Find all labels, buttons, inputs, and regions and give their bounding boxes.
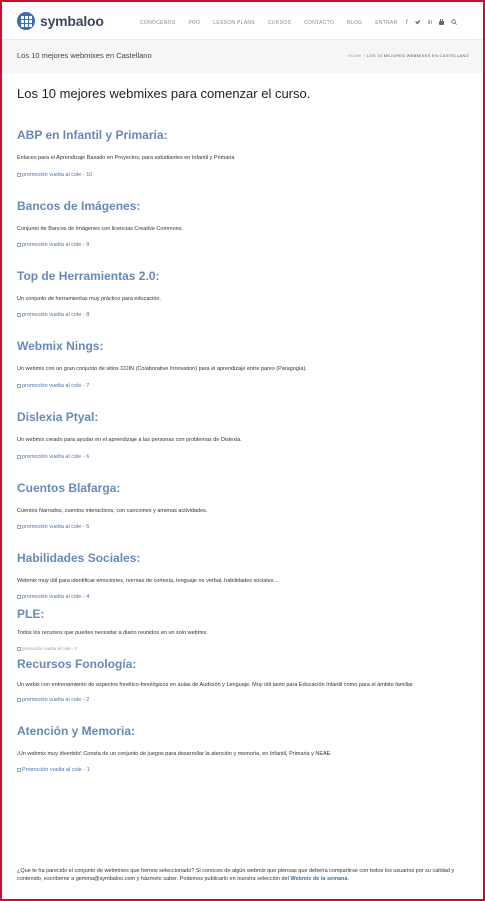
title-bar (2, 40, 483, 73)
nav-contacto[interactable]: CONTACTO (304, 20, 335, 26)
breadcrumb-current: LOS 10 MEJORES WEBMIXES EN CASTELLANO (366, 53, 469, 58)
section-title: Dislexia Ptyal: (17, 410, 99, 424)
broken-image-icon (17, 768, 21, 772)
section-description: Un webmix con un gran conjunto de sitios COIN (Colaborative Innovation) para el aprendizaje entre pares (Paragogía). (17, 366, 307, 372)
webmix-image-link[interactable] (17, 383, 467, 389)
webmix-image-link[interactable] (17, 594, 467, 600)
webmix-section (17, 199, 467, 248)
image-alt-text: promoción vuelta al cole - 10 (22, 172, 93, 178)
section-description: Todos los recursos que puedes necesitar a diario reunidos en un solo webmix. (17, 630, 208, 636)
section-description: Un webmix creado para ayudar en el aprendizaje a las personas con problemas de Dislexia. (17, 437, 242, 443)
section-title: Cuentos Blafarga: (17, 481, 121, 495)
grid-logo-icon (17, 12, 35, 30)
webmix-section (17, 410, 467, 460)
broken-image-icon (17, 647, 21, 651)
image-alt-text: promoción vuelta al cole - 3 (22, 646, 78, 651)
image-alt-text: promoción vuelta al cole - 6 (22, 454, 90, 460)
image-alt-text: promoción vuelta al cole - 2 (22, 697, 90, 703)
main-nav (140, 20, 411, 26)
nav-entrar[interactable]: ENTRAR (375, 20, 398, 26)
search-icon[interactable] (451, 19, 457, 27)
broken-image-icon (17, 455, 21, 459)
nav-blog[interactable]: BLOG (347, 20, 363, 26)
symbaloo-logo[interactable] (17, 12, 104, 30)
social-links (406, 19, 464, 27)
linkedin-icon[interactable]: in (427, 20, 433, 26)
broken-image-icon (17, 698, 21, 702)
closing-text: ¿Que te ha parecido el conjunto de webmixes que hemos seleccionado? Si conoces de algún webmix que piensas que debería compartirse con todos los usuarios por su calidad y contenido, escríbeme a gemma@symbaloo.com y házmelo saber. Podemos publicarlo en nuestra selección del (17, 868, 455, 882)
section-description: Enlaces para el Aprendizaje Basado en Proyectos, para estudiantes en Infantil y Primaria (17, 155, 235, 161)
webmix-section (17, 607, 467, 651)
webmix-de-la-semana-link[interactable]: Webmix de la semana (290, 876, 348, 882)
webmix-image-link[interactable] (17, 767, 467, 773)
section-description: Webmix muy útil para identificar emociones, normas de cortesía, lenguaje no verbal, habilidades sociales… (17, 578, 279, 584)
nav-cursos[interactable]: CURSOS (267, 20, 292, 26)
closing-paragraph (17, 867, 467, 883)
page-subtitle: Los 10 mejores webmixes en Castellano (17, 51, 152, 60)
nav-lesson-plans[interactable]: LESSON PLANS (213, 20, 255, 26)
broken-image-icon (17, 525, 21, 529)
breadcrumb-separator: / (363, 53, 365, 58)
section-description: Un conjunto de herramientas muy práctico para educación. (17, 296, 161, 302)
webmix-section (17, 724, 467, 773)
closing-end: . (347, 876, 349, 882)
nav-pro[interactable]: PRO (188, 20, 201, 26)
image-alt-text: Promoción vuelta al cole - 1 (22, 767, 90, 773)
section-description: Un webix con entrenamiento de aspectos fonético-fonológicos en aulas de Audición y Lenguaje. Muy útil tanto para Educación Infantil como para el ámbito familiar. (17, 682, 415, 688)
webmix-section (17, 481, 467, 530)
image-alt-text: promoción vuelta al cole - 8 (22, 312, 90, 318)
youtube-icon[interactable] (439, 19, 444, 27)
webmix-image-link[interactable] (17, 172, 467, 178)
section-title: Habilidades Sociales: (17, 551, 141, 565)
facebook-icon[interactable]: f (406, 20, 408, 26)
section-title: Atención y Memoria: (17, 724, 136, 738)
webmix-section (17, 551, 467, 600)
breadcrumb (348, 53, 469, 58)
twitter-icon[interactable] (415, 20, 421, 27)
webmix-image-link[interactable] (17, 697, 467, 703)
broken-image-icon (17, 595, 21, 599)
webmix-section (17, 339, 467, 389)
section-description: ¡Un webmix muy divertido! Consta de un conjunto de juegos para desarrollar la atención y memoria, en Infantil, Primaria y NEAE. (17, 751, 332, 757)
page-title: Los 10 mejores webmixes para comenzar el curso. (17, 86, 311, 101)
broken-image-icon (17, 243, 21, 247)
section-title: ABP en Infantil y Primaria: (17, 128, 168, 142)
logo-text: symbaloo (40, 13, 104, 29)
section-description: Cuentos Narrados, cuentos interactivos, con canciones y amenas actividades. (17, 508, 208, 514)
webmix-image-link[interactable] (17, 524, 467, 530)
webmix-image-link[interactable] (17, 646, 467, 651)
article-content (17, 86, 467, 773)
image-alt-text: promoción vuelta al cole - 9 (22, 242, 90, 248)
section-title: Recursos Fonología: (17, 657, 137, 671)
image-alt-text: promoción vuelta al cole - 5 (22, 524, 90, 530)
broken-image-icon (17, 173, 21, 177)
webmix-section (17, 269, 467, 318)
section-title: Bancos de Imágenes: (17, 199, 141, 213)
image-alt-text: promoción vuelta al cole - 4 (22, 594, 90, 600)
webmix-section (17, 657, 467, 703)
broken-image-icon (17, 384, 21, 388)
image-alt-text: promoción vuelta al cole - 7 (22, 383, 90, 389)
webmix-image-link[interactable] (17, 242, 467, 248)
breadcrumb-home[interactable]: HOME (348, 53, 362, 58)
section-title: Top de Herramientas 2.0: (17, 269, 160, 283)
nav-conocenos[interactable]: CONÓCENOS (140, 20, 176, 26)
section-description: Conjunto de Bancos de Imágenes con licencias Creative Commons. (17, 226, 184, 232)
broken-image-icon (17, 313, 21, 317)
section-title: PLE: (17, 607, 45, 621)
webmix-section (17, 128, 467, 178)
webmix-image-link[interactable] (17, 454, 467, 460)
section-title: Webmix Nings: (17, 339, 104, 353)
webmix-image-link[interactable] (17, 312, 467, 318)
top-navigation-bar (2, 2, 483, 40)
